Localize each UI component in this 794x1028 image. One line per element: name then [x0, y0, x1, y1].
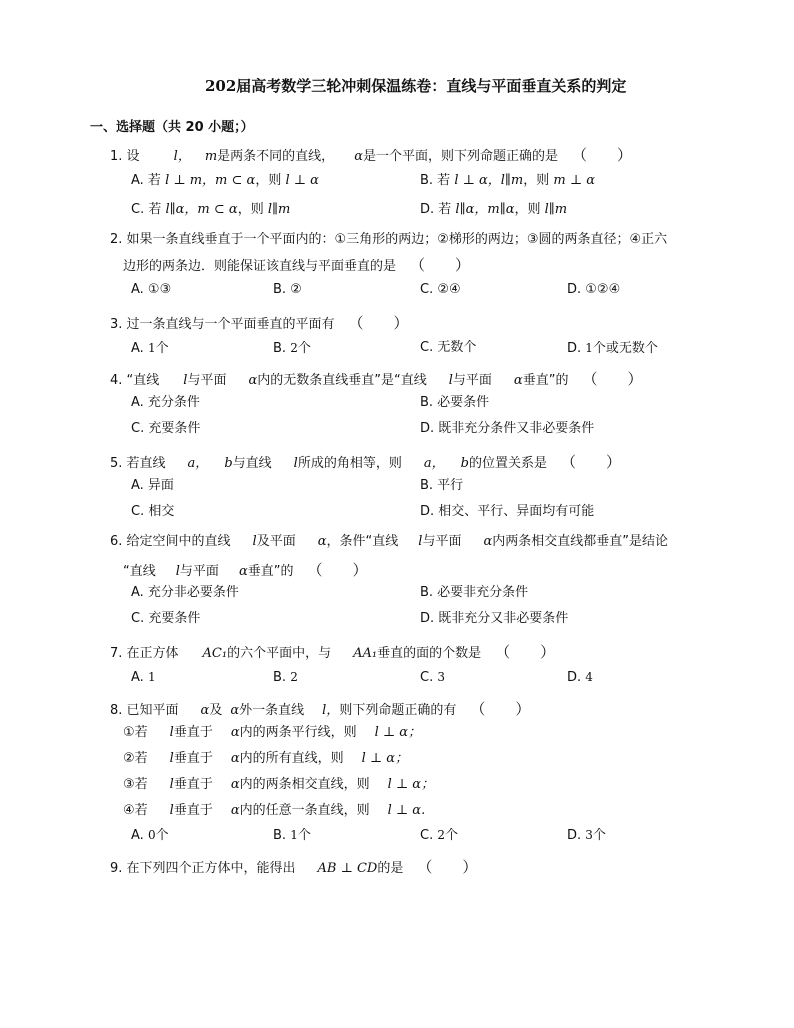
page-title: 202届高考数学三轮冲刺保温练卷：直线与平面垂直关系的判定: [205, 77, 627, 95]
q6-option-a: A. 充分非必要条件: [131, 585, 239, 600]
q4-option-d: D. 既非充分条件又非必要条件: [420, 421, 595, 436]
q6-option-b: B. 必要非充分条件: [420, 585, 529, 600]
answer-blank: （ ）: [348, 314, 409, 332]
question-3-stem: 3. 过一条直线与一个平面垂直的平面有 （ ）: [110, 314, 409, 332]
q2-option-a: A. ①③: [131, 282, 172, 297]
q5-option-d: D. 相交、平行、异面均有可能: [420, 504, 595, 519]
q8-statement-2: ②若 l垂直于 α内的所有直线，则 l ⊥ α；: [123, 751, 409, 766]
answer-blank: （ ）: [410, 256, 471, 274]
q2-option-c: C. ②④: [420, 282, 461, 297]
q5-option-c: C. 相交: [131, 504, 175, 519]
q7-option-a: A. 1: [131, 670, 156, 685]
question-1-stem: 1. 设 l， m是两条不同的直线， α是一个平面，则下列命题正确的是 （ ）: [110, 146, 632, 164]
q2-option-d: D. ①②④: [567, 282, 621, 297]
answer-blank: （ ）: [560, 453, 621, 471]
q8-option-a: A. 0个: [131, 828, 169, 843]
q7-option-d: D. 4: [567, 670, 593, 685]
q3-option-c: C. 无数个: [420, 340, 477, 355]
q4-option-a: A. 充分条件: [131, 395, 200, 410]
q4-option-b: B. 必要条件: [420, 395, 490, 410]
q4-option-c: C. 充要条件: [131, 421, 201, 436]
question-2-line-1: 2. 如果一条直线垂直于一个平面内的：①三角形的两边；②梯形的两边；③圆的两条直径；④正六: [110, 232, 668, 247]
q3-option-a: A. 1个: [131, 341, 169, 356]
question-6-line-2: “直线 l与平面 α垂直”的 （ ）: [123, 561, 368, 579]
q1-option-d: D. 若 l∥α，m∥α，则 l∥m: [420, 202, 568, 217]
answer-blank: （ ）: [582, 370, 643, 388]
answer-blank: （ ）: [571, 146, 632, 164]
answer-blank: （ ）: [307, 561, 368, 579]
q8-option-c: C. 2个: [420, 828, 458, 843]
q1-option-c: C. 若 l∥α，m ⊂ α，则 l∥m: [131, 202, 291, 217]
q2-option-b: B. ②: [273, 282, 302, 297]
question-8-stem: 8. 已知平面 α及 α外一条直线 l，则下列命题正确的有 （ ）: [110, 700, 531, 718]
q7-option-c: C. 3: [420, 670, 445, 685]
q1-option-b: B. 若 l ⊥ α，l∥m，则 m ⊥ α: [420, 173, 595, 188]
q8-statement-1: ①若 l垂直于 α内的两条平行线，则 l ⊥ α；: [123, 725, 422, 740]
q5-option-a: A. 异面: [131, 478, 174, 493]
q8-option-b: B. 1个: [273, 828, 311, 843]
q5-option-b: B. 平行: [420, 478, 464, 493]
q8-statement-3: ③若 l垂直于 α内的两条相交直线，则 l ⊥ α；: [123, 777, 435, 792]
question-9-stem: 9. 在下列四个正方体中，能得出 AB ⊥ CD的是 （ ）: [110, 858, 478, 876]
q6-option-d: D. 既非充分又非必要条件: [420, 611, 569, 626]
question-6-line-1: 6. 给定空间中的直线 l及平面 α，条件“直线 l与平面 α内两条相交直线都垂直”是结论: [110, 534, 668, 549]
answer-blank: （ ）: [495, 643, 556, 661]
q8-option-d: D. 3个: [567, 828, 606, 843]
question-4-stem: 4. “直线 l与平面 α内的无数条直线垂直”是“直线 l与平面 α垂直”的 （ ）: [110, 370, 643, 388]
q7-option-b: B. 2: [273, 670, 298, 685]
question-2-line-2: 边形的两条边．则能保证该直线与平面垂直的是 （ ）: [123, 256, 471, 274]
q3-option-d: D. 1个或无数个: [567, 341, 658, 356]
answer-blank: （ ）: [417, 858, 478, 876]
q6-option-c: C. 充要条件: [131, 611, 201, 626]
q8-statement-4: ④若 l垂直于 α内的任意一条直线，则 l ⊥ α.: [123, 803, 426, 818]
question-5-stem: 5. 若直线 a， b与直线 l所成的角相等，则 a， b的位置关系是 （ ）: [110, 453, 621, 471]
q3-option-b: B. 2个: [273, 341, 311, 356]
answer-blank: （ ）: [470, 700, 531, 718]
q1-option-a: A. 若 l ⊥ m，m ⊂ α，则 l ⊥ α: [131, 173, 319, 188]
section-heading: 一、选择题（共 20 小题；）: [90, 120, 254, 135]
question-7-stem: 7. 在正方体 AC₁的六个平面中，与 AA₁垂直的面的个数是 （ ）: [110, 643, 556, 661]
